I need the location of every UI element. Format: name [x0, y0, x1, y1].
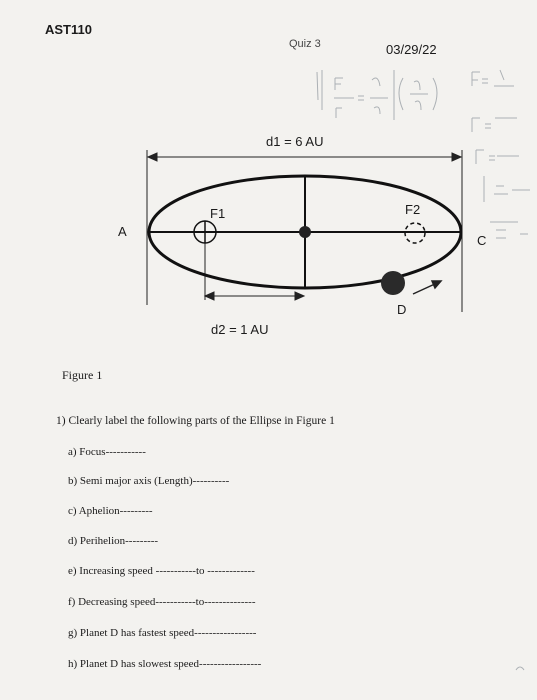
d2-label: d2 = 1 AU [211, 322, 269, 337]
center-dot [299, 226, 311, 238]
question-title: 1) Clearly label the following parts of the Ellipse in Figure 1 [56, 415, 335, 427]
figure-caption: Figure 1 [62, 368, 103, 382]
question-item-b: b) Semi major axis (Length)---------- [68, 475, 230, 487]
quiz-date: 03/29/22 [386, 42, 437, 57]
quiz-title: Quiz 3 [289, 38, 321, 50]
question-item-a: a) Focus----------- [68, 446, 146, 458]
point-d-label: D [397, 302, 407, 317]
f2-label: F2 [405, 202, 421, 217]
question-item-f: f) Decreasing speed-----------to-------------- [68, 596, 256, 608]
question-item-c: c) Aphelion--------- [68, 505, 153, 517]
question-item-h: h) Planet D has slowest speed----------------- [68, 658, 262, 670]
motion-arrow [413, 281, 441, 294]
d1-label: d1 = 6 AU [266, 134, 324, 149]
f1-focus-marker [194, 221, 216, 243]
d1-arrow [148, 153, 461, 161]
d2-arrow [205, 292, 304, 300]
f1-label: F1 [210, 206, 226, 221]
point-a-label: A [118, 224, 127, 239]
question-item-e: e) Increasing speed -----------to ------------- [68, 565, 255, 577]
course-code: AST110 [45, 22, 92, 37]
question-item-d: d) Perihelion--------- [68, 535, 159, 547]
point-c-label: C [477, 233, 487, 248]
question-item-g: g) Planet D has fastest speed----------------- [68, 627, 257, 639]
planet-d [381, 271, 405, 295]
